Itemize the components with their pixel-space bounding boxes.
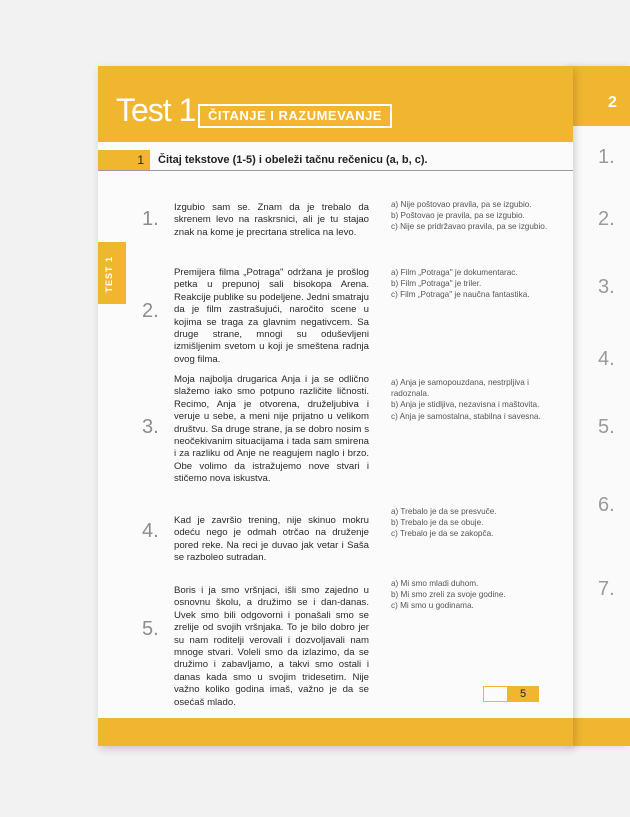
- page-number: 5: [507, 686, 539, 702]
- option-b[interactable]: b) Film „Potraga" je triler.: [391, 279, 482, 289]
- next-page-footer-band: [570, 718, 630, 746]
- option-b[interactable]: b) Poštovao je pravila, pa se izgubio.: [391, 211, 525, 221]
- test-title: Test 1: [116, 92, 196, 128]
- footer-band: [98, 718, 573, 746]
- option-c[interactable]: c) Mi smo u godinama.: [391, 601, 474, 611]
- next-page-number: 5.: [598, 416, 615, 438]
- next-page-number: 2.: [598, 208, 615, 230]
- item-options: [391, 506, 567, 540]
- next-page-number: 4.: [598, 348, 615, 370]
- next-page-number: 7.: [598, 578, 615, 600]
- next-page-number: 1.: [598, 146, 615, 168]
- next-page-header-digit: 2: [608, 94, 617, 111]
- item-options: [391, 578, 567, 612]
- instruction-bar: [98, 150, 573, 171]
- item-number: 4.: [142, 520, 159, 542]
- item-options: [391, 199, 567, 233]
- item-number: 3.: [142, 416, 159, 438]
- next-page-number: 6.: [598, 494, 615, 516]
- option-c[interactable]: c) Anja je samostalna, stabilna i savesna.: [391, 411, 541, 421]
- option-b[interactable]: b) Mi smo zreli za svoje godine.: [391, 590, 506, 600]
- header-band: [98, 66, 573, 142]
- option-a[interactable]: a) Mi smo mladi duhom.: [391, 579, 479, 588]
- option-a[interactable]: a) Anja je samopouzdana, nestrpljiva i radoznala.: [391, 378, 529, 399]
- side-tab-label: TEST 1: [104, 256, 114, 293]
- option-a[interactable]: a) Trebalo je da se presvuče.: [391, 507, 497, 516]
- instruction-text: Čitaj tekstove (1-5) i obeleži tačnu rečenicu (a, b, c).: [158, 154, 428, 166]
- item-options: [391, 267, 567, 301]
- side-tab: [98, 242, 126, 304]
- option-c[interactable]: c) Trebalo je da se zakopča.: [391, 529, 494, 539]
- option-b[interactable]: b) Trebalo je da se obuje.: [391, 518, 484, 528]
- item-number: 5.: [142, 618, 159, 640]
- item-text: Boris i ja smo vršnjaci, išli smo zajedno u osnovnu školu, a družimo se i dan-danas. Uvek smo bili odgovorni i ponašali smo se zrelije od svojih vršnjaka. To je bilo dobro jer su nam roditelji verovali i dozvoljavali nam mnoge stvari. Voleli smo da izlazimo, da se družimo i zabavljamo, a takvi smo ostali i danas kada smo u svojim tridesetim. Nije važno koliko godina imaš, važno je da se osećaš mlado.: [174, 585, 369, 708]
- option-a[interactable]: a) Film „Potraga" je dokumentarac.: [391, 268, 518, 277]
- option-b[interactable]: b) Anja je stidljiva, nezavisna i maštovita.: [391, 400, 540, 410]
- item-number: 1.: [142, 208, 159, 230]
- item-text: Izgubio sam se. Znam da je trebalo da skrenem levo na raskrsnici, ali je tu stajao znak na kome je precrtana strelica na levo.: [174, 202, 369, 238]
- option-c[interactable]: c) Nije se pridržavao pravila, pa se izgubio.: [391, 222, 548, 232]
- next-page-header-band: [570, 66, 630, 126]
- option-c[interactable]: c) Film „Potraga" je naučna fantastika.: [391, 290, 530, 300]
- item-text: Premijera filma „Potraga" održana je prošlog petka u prepunoj sali bisokopa Arena. Reakcije publike su podeljene. Jedni smatraju da je film zastrašujući, naročito scene u kojima se traga za glavnim negativcem. Sa druge strane, mnogi su oduševljeni izmišljenim svetom u koji je smeštena radnja ovog filma.: [174, 267, 369, 365]
- item-options: [391, 377, 567, 422]
- workbook-page: [98, 66, 573, 746]
- item-text: Kad je završio trening, nije skinuo mokru odeću nego je odmah otrčao na druženje pored reke. Na reci je duvao jak vetar i Saša se razboleo sutradan.: [174, 515, 369, 564]
- item-text: Moja najbolja drugarica Anja i ja se odlično slažemo iako smo potpuno različite ličnosti. Recimo, Anja je otvorena, druželjubiva i veruje u sebe, a meni nije prijatno u velikom društvu. Sa druge strane, ja se dobro nosim s neočekivanim situacijama i tada sam smirena i za razliku od Anje ne reagujem naglo i brzo. Obe volimo da istražujemo nove stvari i stičemo nova iskustva.: [174, 374, 369, 485]
- option-a[interactable]: a) Nije poštovao pravila, pa se izgubio.: [391, 200, 532, 209]
- next-page-number: 3.: [598, 276, 615, 298]
- section-tag: ČITANJE I RAZUMEVANJE: [198, 104, 392, 128]
- instruction-number: 1: [98, 150, 150, 170]
- next-page: [570, 66, 630, 746]
- item-number: 2.: [142, 300, 159, 322]
